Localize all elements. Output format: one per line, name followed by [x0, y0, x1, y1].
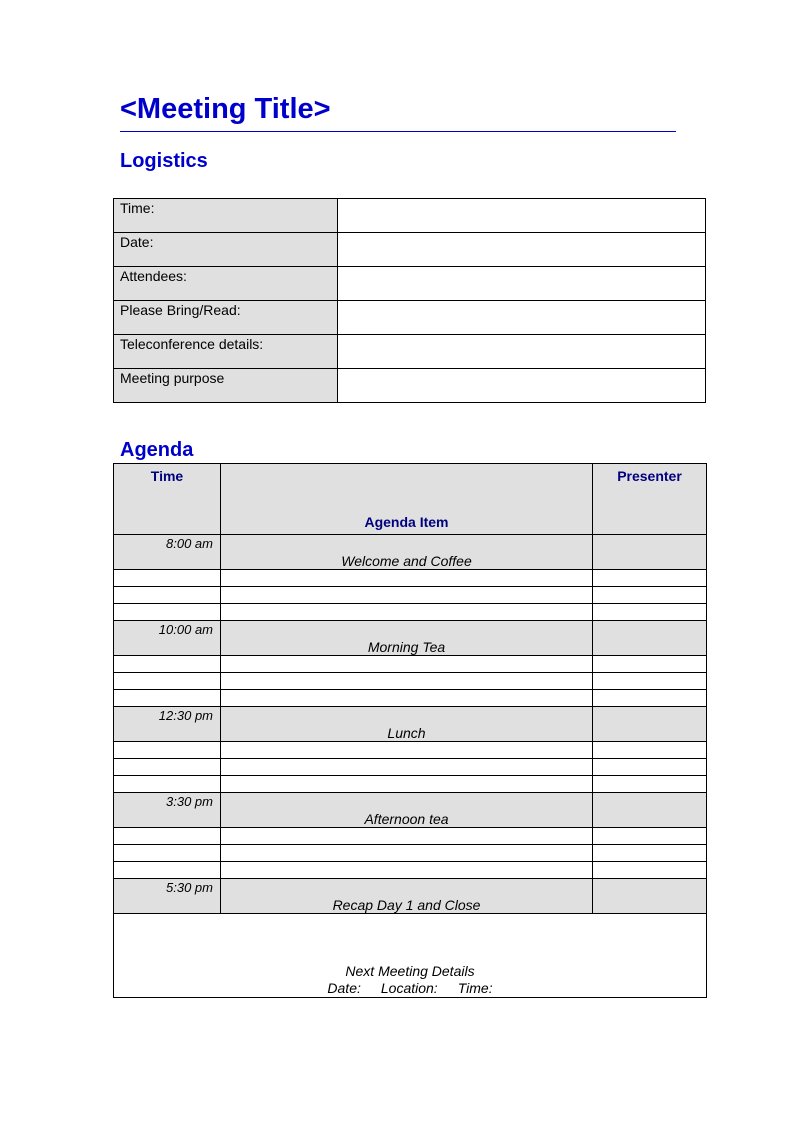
- agenda-blank-time[interactable]: [114, 656, 221, 673]
- next-meeting-time-label: Time:: [457, 980, 493, 996]
- logistics-value[interactable]: [338, 369, 706, 403]
- agenda-blank-time[interactable]: [114, 862, 221, 879]
- agenda-blank-item[interactable]: [221, 742, 593, 759]
- agenda-blank-row: [114, 656, 707, 673]
- agenda-blank-item[interactable]: [221, 570, 593, 587]
- agenda-blank-presenter[interactable]: [593, 828, 707, 845]
- agenda-blank-time[interactable]: [114, 587, 221, 604]
- agenda-blank-presenter[interactable]: [593, 845, 707, 862]
- agenda-blank-time[interactable]: [114, 759, 221, 776]
- logistics-row: [114, 369, 706, 403]
- agenda-blank-presenter[interactable]: [593, 776, 707, 793]
- agenda-blank-time[interactable]: [114, 604, 221, 621]
- agenda-slot-row: [114, 707, 707, 742]
- next-meeting-location-label: Location:: [380, 980, 438, 996]
- agenda-blank-item[interactable]: [221, 604, 593, 621]
- agenda-blank-time[interactable]: [114, 570, 221, 587]
- agenda-blank-row: [114, 828, 707, 845]
- agenda-header-row: [114, 464, 707, 535]
- agenda-time-header: Time: [114, 464, 221, 535]
- agenda-blank-row: [114, 742, 707, 759]
- title-underline: [120, 131, 676, 132]
- agenda-blank-row: [114, 862, 707, 879]
- logistics-row: [114, 233, 706, 267]
- agenda-slot-row: [114, 621, 707, 656]
- agenda-blank-presenter[interactable]: [593, 759, 707, 776]
- agenda-blank-time[interactable]: [114, 776, 221, 793]
- agenda-slot-presenter[interactable]: [593, 707, 707, 742]
- agenda-slot-item[interactable]: Lunch: [221, 707, 593, 742]
- logistics-value[interactable]: [338, 301, 706, 335]
- agenda-blank-row: [114, 570, 707, 587]
- agenda-slot-presenter[interactable]: [593, 793, 707, 828]
- agenda-blank-item[interactable]: [221, 759, 593, 776]
- agenda-slot-item[interactable]: Afternoon tea: [221, 793, 593, 828]
- logistics-value[interactable]: [338, 267, 706, 301]
- agenda-blank-row: [114, 604, 707, 621]
- agenda-heading: Agenda: [120, 439, 194, 461]
- agenda-blank-presenter[interactable]: [593, 570, 707, 587]
- agenda-slot-item[interactable]: Morning Tea: [221, 621, 593, 656]
- next-meeting-date-label: Date:: [327, 980, 361, 996]
- agenda-slot-presenter[interactable]: [593, 535, 707, 570]
- agenda-blank-presenter[interactable]: [593, 656, 707, 673]
- agenda-blank-presenter[interactable]: [593, 862, 707, 879]
- agenda-table: [113, 463, 707, 998]
- agenda-blank-presenter[interactable]: [593, 587, 707, 604]
- agenda-blank-row: [114, 845, 707, 862]
- agenda-blank-presenter[interactable]: [593, 673, 707, 690]
- agenda-blank-item[interactable]: [221, 673, 593, 690]
- agenda-slot-row: [114, 793, 707, 828]
- logistics-heading: Logistics: [120, 150, 208, 172]
- agenda-slot-row: [114, 879, 707, 914]
- agenda-blank-item[interactable]: [221, 828, 593, 845]
- next-meeting-fields: [114, 980, 706, 997]
- next-meeting-title: Next Meeting Details: [345, 963, 475, 979]
- agenda-blank-time[interactable]: [114, 690, 221, 707]
- agenda-blank-time[interactable]: [114, 673, 221, 690]
- agenda-slot-time: 8:00 am: [114, 535, 221, 570]
- agenda-slot-time: 3:30 pm: [114, 793, 221, 828]
- agenda-blank-item[interactable]: [221, 862, 593, 879]
- agenda-slot-row: [114, 535, 707, 570]
- agenda-presenter-header: Presenter: [593, 464, 707, 535]
- agenda-blank-time[interactable]: [114, 828, 221, 845]
- agenda-item-header: Agenda Item: [221, 464, 593, 535]
- logistics-row: [114, 335, 706, 369]
- agenda-blank-presenter[interactable]: [593, 604, 707, 621]
- agenda-blank-presenter[interactable]: [593, 742, 707, 759]
- meeting-title: <Meeting Title>: [120, 93, 331, 125]
- agenda-blank-row: [114, 759, 707, 776]
- agenda-blank-item[interactable]: [221, 690, 593, 707]
- next-meeting-row: [114, 914, 707, 998]
- logistics-label: Please Bring/Read:: [114, 301, 338, 335]
- logistics-label: Teleconference details:: [114, 335, 338, 369]
- agenda-slot-item[interactable]: Recap Day 1 and Close: [221, 879, 593, 914]
- agenda-slot-time: 5:30 pm: [114, 879, 221, 914]
- logistics-row: [114, 301, 706, 335]
- logistics-row: [114, 199, 706, 233]
- agenda-slot-item[interactable]: Welcome and Coffee: [221, 535, 593, 570]
- agenda-blank-row: [114, 776, 707, 793]
- agenda-blank-item[interactable]: [221, 656, 593, 673]
- logistics-table: [113, 198, 706, 403]
- logistics-label: Date:: [114, 233, 338, 267]
- agenda-blank-item[interactable]: [221, 776, 593, 793]
- agenda-blank-item[interactable]: [221, 845, 593, 862]
- agenda-blank-time[interactable]: [114, 742, 221, 759]
- logistics-label: Time:: [114, 199, 338, 233]
- agenda-blank-row: [114, 587, 707, 604]
- logistics-value[interactable]: [338, 335, 706, 369]
- agenda-blank-row: [114, 673, 707, 690]
- agenda-blank-presenter[interactable]: [593, 690, 707, 707]
- agenda-blank-item[interactable]: [221, 587, 593, 604]
- agenda-slot-presenter[interactable]: [593, 879, 707, 914]
- logistics-label: Meeting purpose: [114, 369, 338, 403]
- next-meeting-cell[interactable]: [114, 914, 707, 998]
- logistics-label: Attendees:: [114, 267, 338, 301]
- agenda-slot-time: 12:30 pm: [114, 707, 221, 742]
- agenda-slot-presenter[interactable]: [593, 621, 707, 656]
- logistics-value[interactable]: [338, 199, 706, 233]
- agenda-blank-row: [114, 690, 707, 707]
- agenda-blank-time[interactable]: [114, 845, 221, 862]
- agenda-slot-time: 10:00 am: [114, 621, 221, 656]
- logistics-row: [114, 267, 706, 301]
- logistics-value[interactable]: [338, 233, 706, 267]
